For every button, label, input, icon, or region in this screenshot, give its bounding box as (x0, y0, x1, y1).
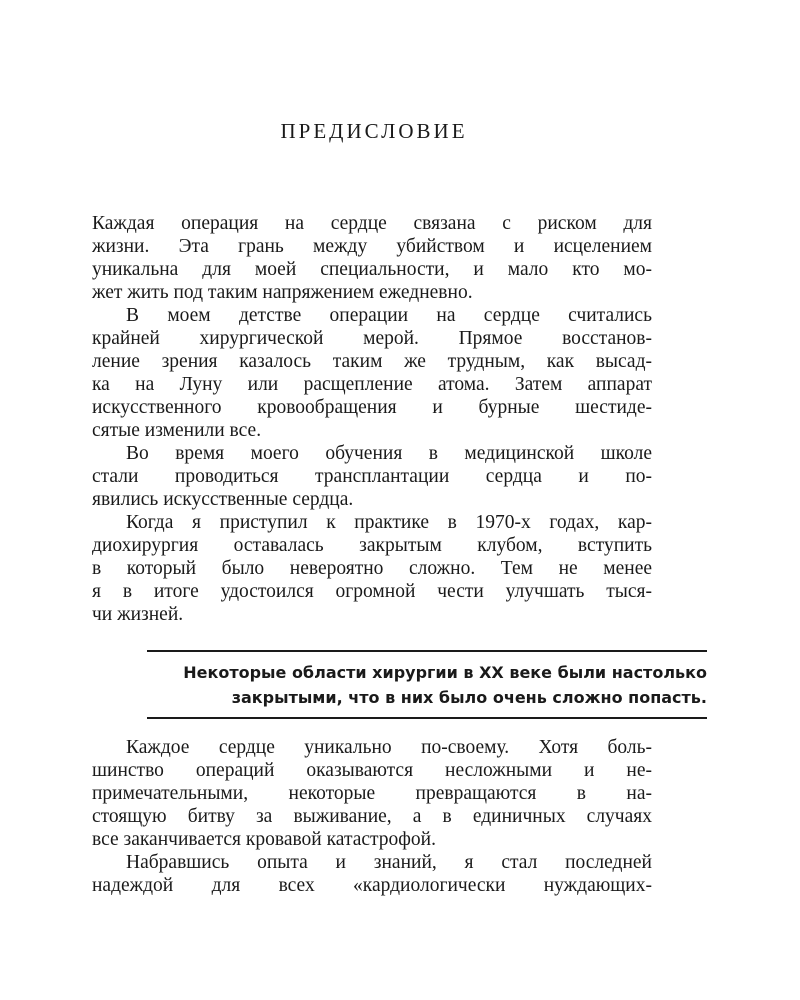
body-text-block-1 (92, 212, 652, 626)
text-line: стали проводиться трансплантации сердца и по- (92, 466, 652, 487)
text-line: Когда я приступил к практике в 1970-х годах, кар- (126, 512, 652, 533)
text-line: жизни. Эта грань между убийством и исцелением (92, 236, 652, 257)
text-line: ка на Луну или расщепление атома. Затем аппарат (92, 374, 652, 395)
pull-quote-line: закрытыми, что в них было очень сложно попасть. (231, 688, 707, 707)
text-line: крайней хирургической мерой. Прямое восстанов- (92, 328, 652, 349)
text-line: Во время моего обучения в медицинской школе (126, 443, 652, 464)
text-line: все заканчивается кровавой катастрофой. (92, 829, 436, 850)
text-line: в который было невероятно сложно. Тем не менее (92, 558, 652, 579)
body-text-block-2 (92, 736, 652, 897)
text-line: шинство операций оказываются несложными и не- (92, 760, 652, 781)
pull-quote-line: Некоторые области хирургии в XX веке были настолько (183, 663, 707, 682)
pull-quote-text (147, 652, 707, 717)
pull-quote (147, 650, 707, 719)
text-line: я в итоге удостоился огромной чести улучшать тыся- (92, 581, 652, 602)
text-line: жет жить под таким напряжением ежедневно. (92, 282, 473, 303)
text-line: В моем детстве операции на сердце считались (126, 305, 652, 326)
text-line: диохирургия оставалась закрытым клубом, вступить (92, 535, 652, 556)
text-line: Каждое сердце уникально по-своему. Хотя боль- (126, 737, 652, 758)
text-line: надеждой для всех «кардиологически нуждающих- (92, 875, 652, 896)
chapter-title: ПРЕДИСЛОВИЕ (280, 119, 468, 143)
text-line: ление зрения казалось таким же трудным, как высад- (92, 351, 652, 372)
text-line: сятые изменили все. (92, 420, 262, 441)
text-line: явились искусственные сердца. (92, 489, 354, 510)
text-line: искусственного кровообращения и бурные шестиде- (92, 397, 652, 418)
text-line: Каждая операция на сердце связана с риском для (92, 213, 652, 234)
text-line: примечательными, некоторые превращаются в на- (92, 783, 652, 804)
text-line: уникальна для моей специальности, и мало кто мо- (92, 259, 652, 280)
pull-quote-bottom-rule (147, 717, 707, 719)
text-line: Набравшись опыта и знаний, я стал последней (126, 852, 652, 873)
text-line: чи жизней. (92, 604, 184, 625)
text-line: стоящую битву за выживание, а в единичных случаях (92, 806, 652, 827)
